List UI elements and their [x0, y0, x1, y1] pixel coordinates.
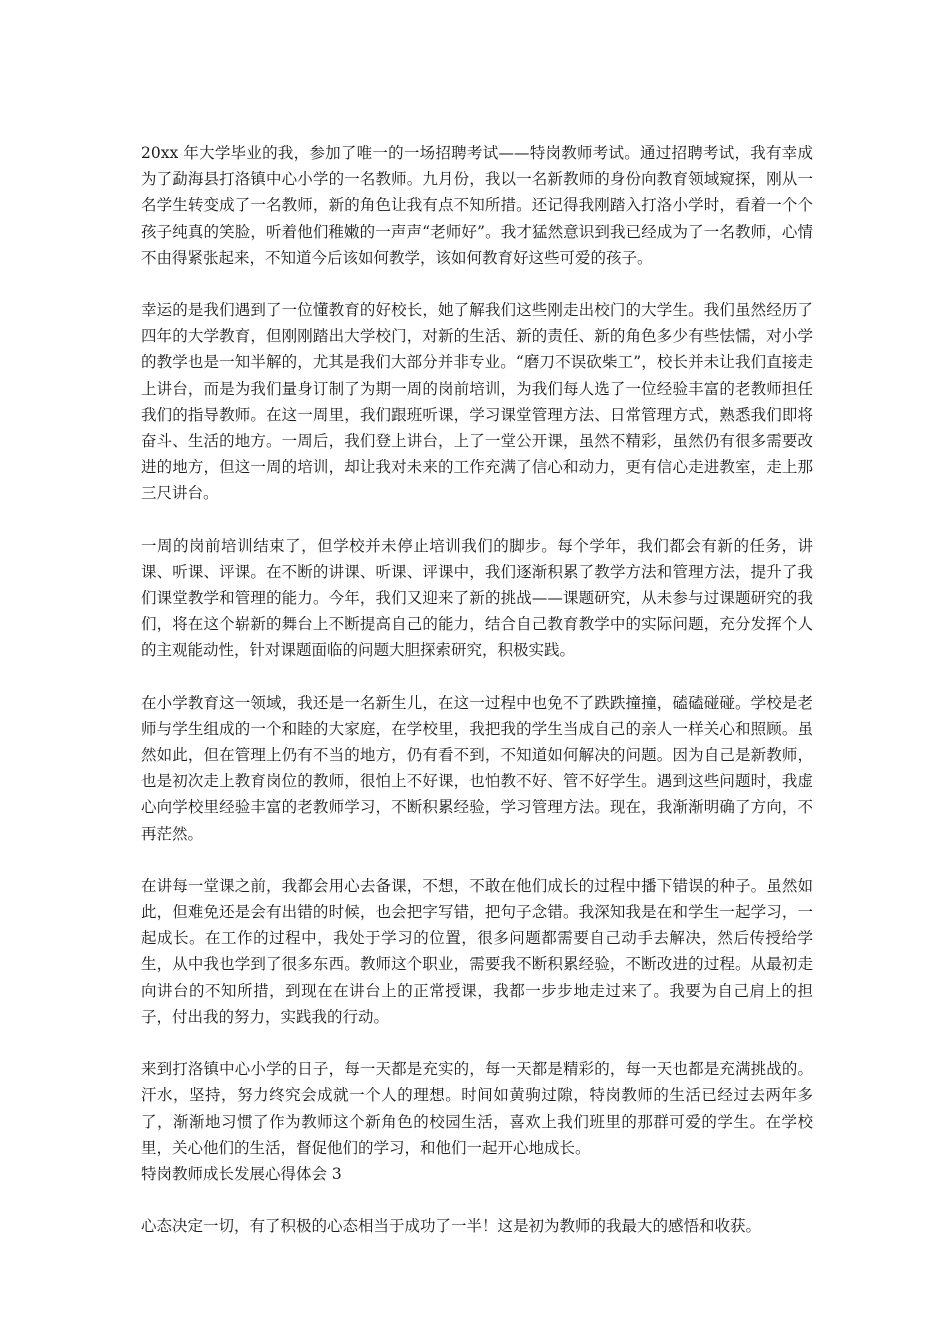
paragraph-3: 一周的岗前培训结束了，但学校并未停止培训我们的脚步。每个学年，我们都会有新的任务，讲课、听课、评课。在不断的讲课、听课、评课中，我们逐渐积累了教学方法和管理方法，提升了我们课堂教学和管理的能力。今年，我们又迎来了新的挑战——课题研究，从未参与过课题研究的我们，将在这个崭新的舞台上不断提高自己的能力，结合自己教育教学中的实际问题，充分发挥个人的主观能动性，针对课题面临的问题大胆探索研究，积极实践。 [141, 536, 813, 660]
paragraph-5: 在讲每一堂课之前，我都会用心去备课，不想，不敢在他们成长的过程中播下错误的种子。虽然如此，但难免还是会有出错的时候，也会把字写错，把句子念错。我深知我是在和学生一起学习，一起成长。在工作的过程中，我处于学习的位置，很多问题都需要自己动手去解决，然后传授给学生，从中我也学到了很多东西。教师这个职业，需要我不断积累经验，不断改进的过程。从最初走向讲台的不知所措，到现在在讲台上的正常授课，我都一步步地走过来了。我要为自己肩上的担子，付出我的努力，实践我的行动。 [141, 876, 813, 1026]
document-page [141, 140, 813, 1265]
paragraph-1: 20xx 年大学毕业的我，参加了唯一的一场招聘考试——特岗教师考试。通过招聘考试，我有幸成为了勐海县打洛镇中心小学的一名教师。九月份，我以一名新教师的身份向教育领域窥探，刚从一名学生转变成了一名教师，新的角色让我有点不知所措。还记得我刚踏入打洛小学时，看着一个个孩子纯真的笑脸，听着他们稚嫩的一声声“老师好”。我才猛然意识到我已经成为了一名教师，心情不由得紧张起来，不知道今后该如何教学，该如何教育好这些可爱的孩子。 [141, 144, 813, 267]
section-title: 特岗教师成长发展心得体会 3 [141, 1164, 342, 1183]
paragraph-4: 在小学教育这一领域，我还是一名新生儿，在这一过程中也免不了跌跌撞撞，磕磕碰碰。学校是老师与学生组成的一个和睦的大家庭，在学校里，我把我的学生当成自己的亲人一样关心和照顾。虽然如此，但在管理上仍有不当的地方，仍有看不到，不知道如何解决的问题。因为自己是新教师，也是初次走上教育岗位的教师，很怕上不好课，也怕教不好、管不好学生。遇到这些问题时，我虚心向学校里经验丰富的老教师学习，不断积累经验，学习管理方法。现在，我渐渐明确了方向，不再茫然。 [141, 693, 813, 843]
paragraph-2: 幸运的是我们遇到了一位懂教育的好校长，她了解我们这些刚走出校门的大学生。我们虽然经历了四年的大学教育，但刚刚踏出大学校门，对新的生活、新的责任、新的角色多少有些怯懦，对小学的教学也是一知半解的，尤其是我们大部分并非专业。“磨刀不误砍柴工”，校长并未让我们直接走上讲台，而是为我们量身订制了为期一周的岗前培训，为我们每人选了一位经验丰富的老教师担任我们的指导教师。在这一周里，我们跟班听课，学习课堂管理方法、日常管理方式，熟悉我们即将奋斗、生活的地方。一周后，我们登上讲台，上了一堂公开课，虽然不精彩，虽然仍有很多需要改进的地方，但这一周的培训，却让我对未来的工作充满了信心和动力，更有信心走进教室，走上那三尺讲台。 [141, 301, 813, 503]
paragraph-final: 心态决定一切，有了积极的心态相当于成功了一半！这是初为教师的我最大的感悟和收获。 [141, 1217, 762, 1236]
paragraph-6: 来到打洛镇中心小学的日子，每一天都是充实的，每一天都是精彩的，每一天也都是充满挑战的。汗水，坚持，努力终究会成就一个人的理想。时间如黄驹过隙，特岗教师的生活已经过去两年多了，渐渐地习惯了作为教师这个新角色的校园生活，喜欢上我们班里的那群可爱的学生。在学校里，关心他们的生活，督促他们的学习，和他们一起开心地成长。 [141, 1060, 813, 1157]
